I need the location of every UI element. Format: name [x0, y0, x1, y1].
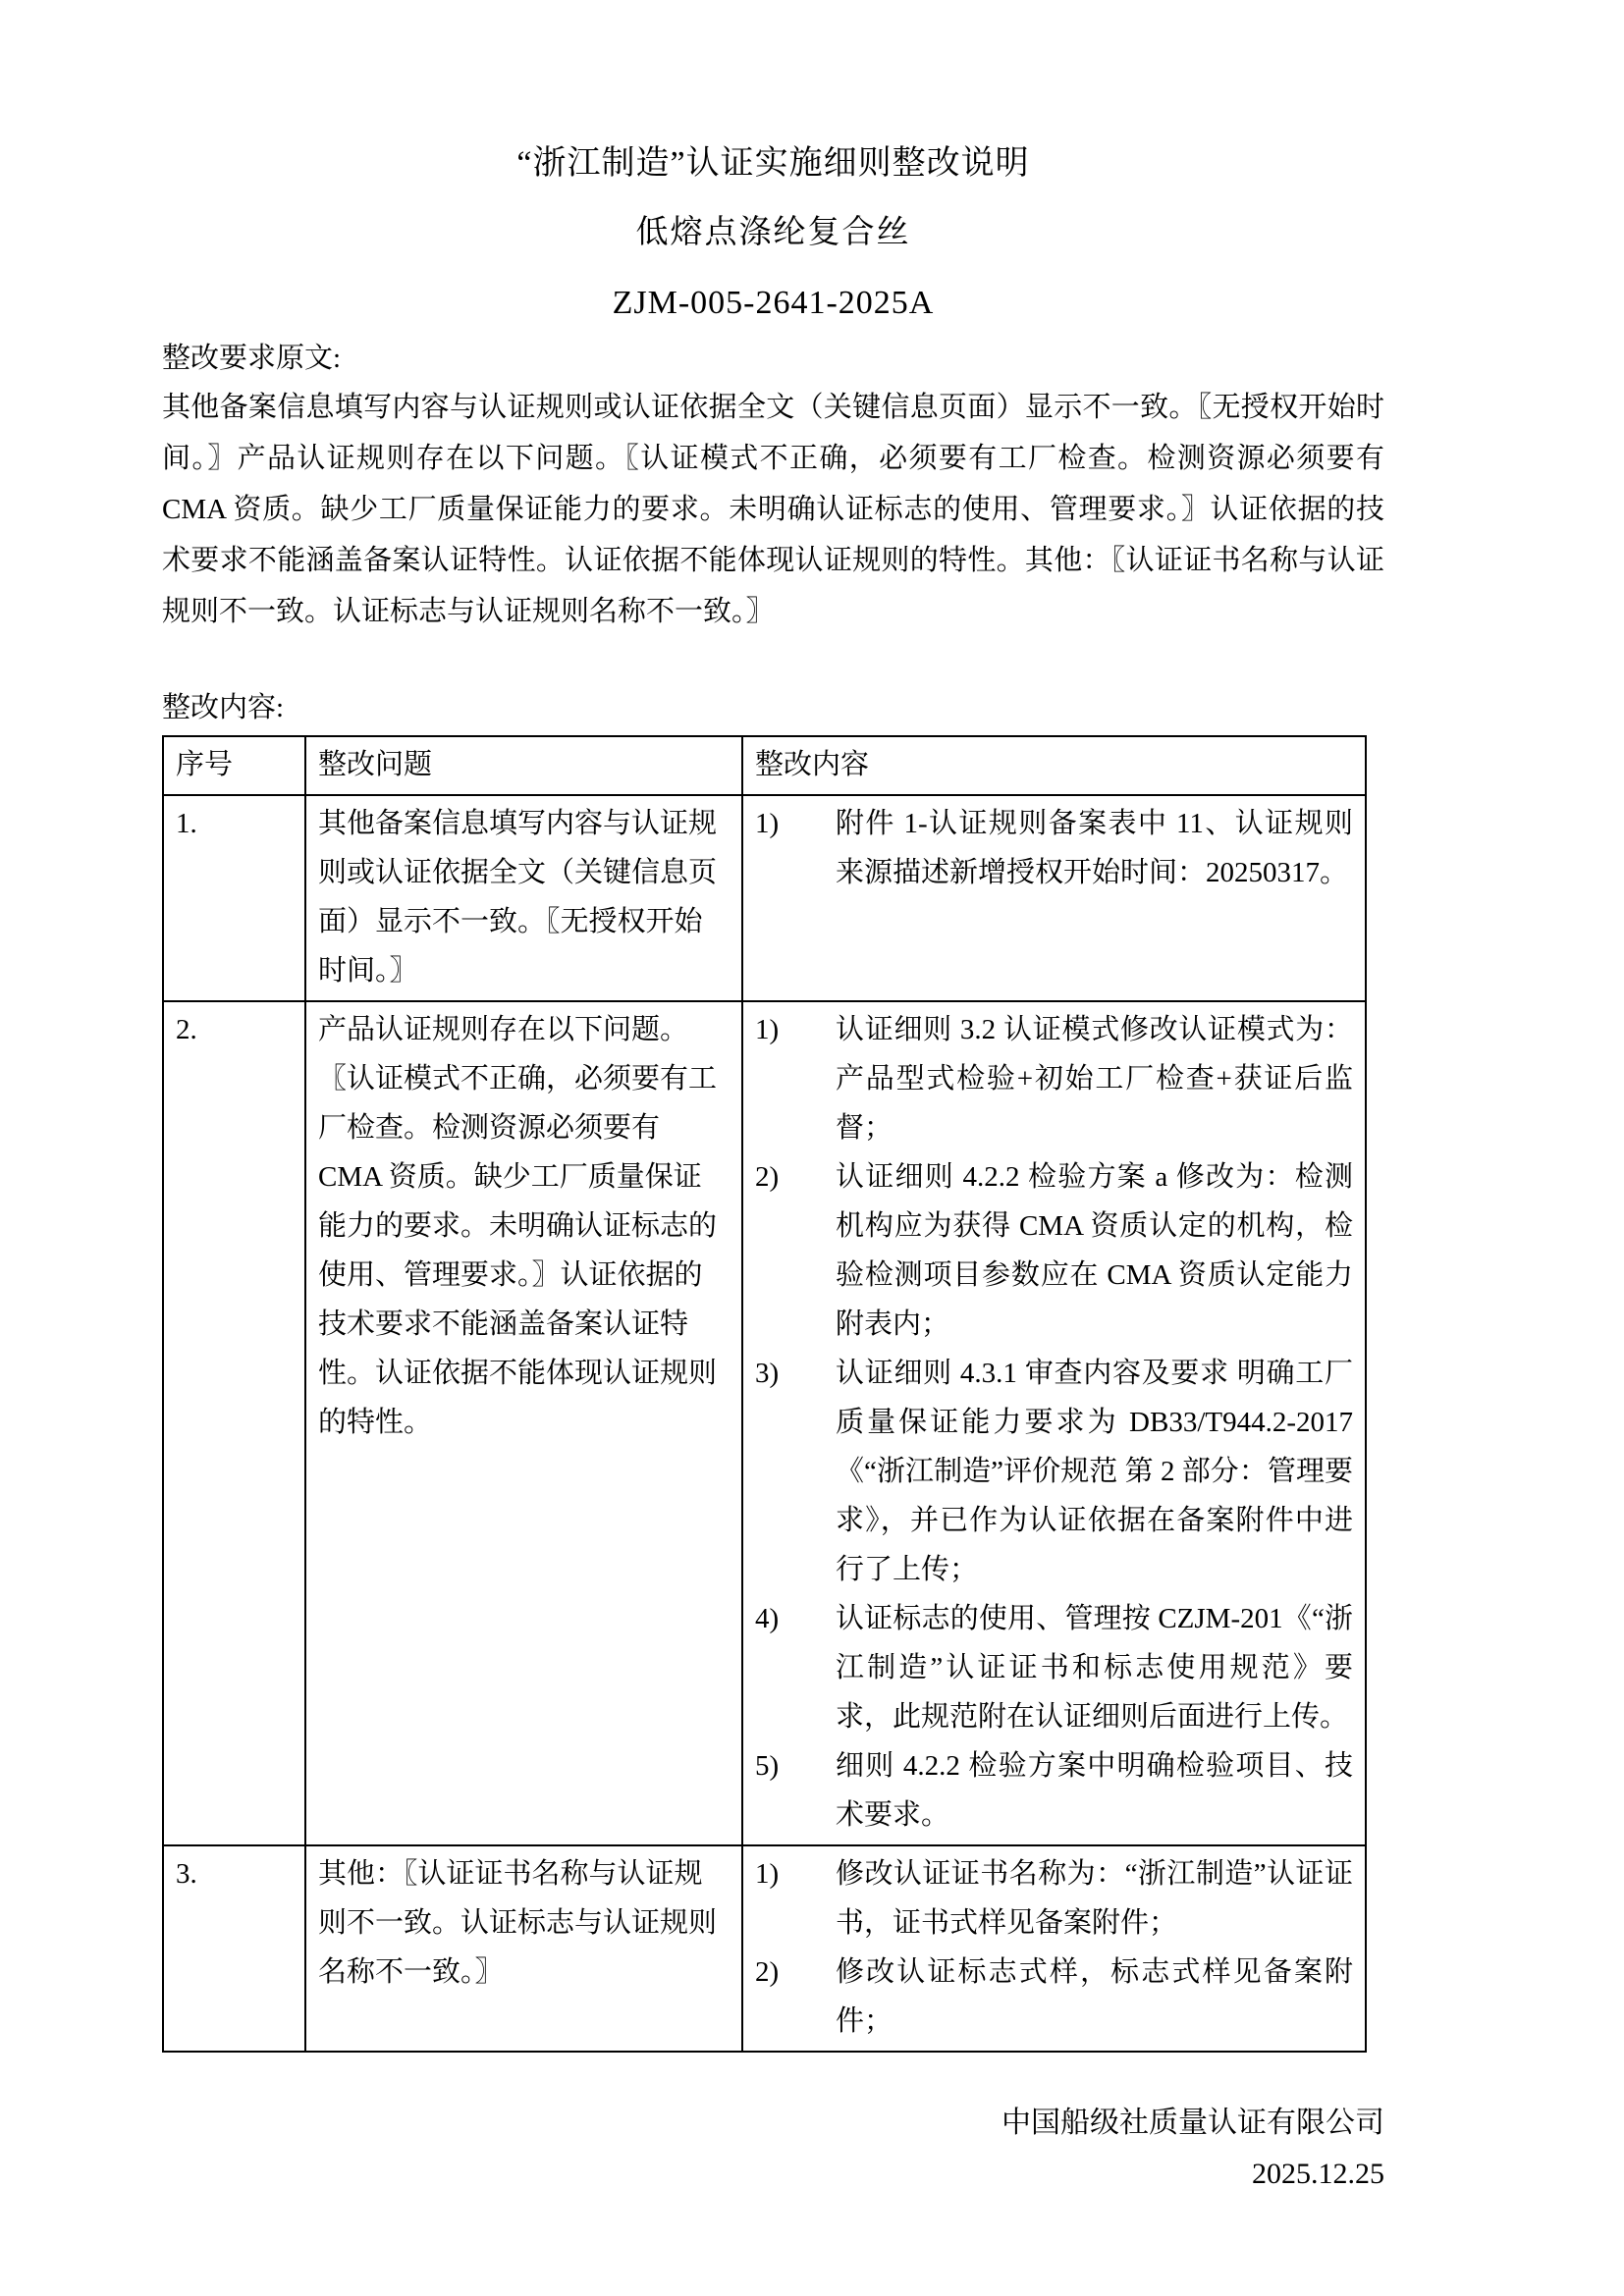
- content-item: [755, 1948, 1353, 2046]
- rectification-table: [162, 735, 1367, 2053]
- content-item: [755, 1849, 1353, 1948]
- rectification-label: 整改内容:: [162, 692, 285, 724]
- row-number: 2.: [163, 1001, 305, 1845]
- content-item: [755, 1741, 1353, 1840]
- document-footer: [162, 2098, 1384, 2200]
- document-header: [162, 145, 1384, 321]
- row-content: [742, 795, 1366, 1001]
- row-number: 3.: [163, 1845, 305, 2052]
- table-header-row: [163, 736, 1366, 795]
- row-number: 1.: [163, 795, 305, 1001]
- document-date: 2025.12.25: [1252, 2158, 1384, 2191]
- content-item: [755, 1005, 1353, 1152]
- item-number: 1): [755, 808, 780, 840]
- item-number: 2): [755, 1161, 780, 1194]
- item-text: 认证细则 4.3.1 审查内容及要求 明确工厂质量保证能力要求为 DB33/T944.2-2017《“浙江制造”评价规范 第 2 部分：管理要求》，并已作为认证依据在备案附件中进行了上传；: [836, 1358, 1353, 1586]
- item-number: 3): [755, 1358, 780, 1390]
- item-number: 5): [755, 1750, 780, 1783]
- content-item: [755, 1594, 1353, 1741]
- row-problem: 其他备案信息填写内容与认证规则或认证依据全文（关键信息页面）显示不一致。〖无授权开始时间。〗: [305, 795, 742, 1001]
- original-request-label: 整改要求原文:: [162, 343, 342, 375]
- content-item: [755, 1152, 1353, 1349]
- table-row: [163, 1001, 1366, 1845]
- item-text: 附件 1-认证规则备案表中 11、认证规则来源描述新增授权开始时间：20250317。: [836, 808, 1353, 889]
- row-content: [742, 1001, 1366, 1845]
- item-text: 认证标志的使用、管理按 CZJM-201《“浙江制造”认证证书和标志使用规范》要求，此规范附在认证细则后面进行上传。: [836, 1603, 1353, 1734]
- row-problem: 其他：〖认证证书名称与认证规则不一致。认证标志与认证规则名称不一致。〗: [305, 1845, 742, 2052]
- item-number: 1): [755, 1014, 780, 1046]
- document-code: ZJM-005-2641-2025A: [612, 284, 935, 321]
- item-number: 4): [755, 1603, 780, 1635]
- content-item: [755, 1349, 1353, 1594]
- column-header-content: 整改内容: [742, 736, 1366, 795]
- item-number: 1): [755, 1858, 780, 1891]
- row-problem: 产品认证规则存在以下问题。〖认证模式不正确，必须要有工厂检查。检测资源必须要有 CMA 资质。缺少工厂质量保证能力的要求。未明确认证标志的使用、管理要求。〗认证依据的技术要求不能涵盖备案认证特性。认证依据不能体现认证规则的特性。: [305, 1001, 742, 1845]
- table-row: [163, 795, 1366, 1001]
- item-text: 修改认证证书名称为：“浙江制造”认证证书，证书式样见备案附件；: [836, 1858, 1353, 1940]
- item-number: 2): [755, 1956, 780, 1989]
- item-text: 认证细则 4.2.2 检验方案 a 修改为：检测机构应为获得 CMA 资质认定的机构，检验检测项目参数应在 CMA 资质认定能力附表内；: [836, 1161, 1353, 1341]
- document-subtitle: 低熔点涤纶复合丝: [635, 215, 911, 251]
- original-request-text: 其他备案信息填写内容与认证规则或认证依据全文（关键信息页面）显示不一致。〖无授权开始时间。〗产品认证规则存在以下问题。〖认证模式不正确，必须要有工厂检查。检测资源必须要有 CMA 资质。缺少工厂质量保证能力的要求。未明确认证标志的使用、管理要求。〗认证依据的技术要求不能涵盖备案认证特性。认证依据不能体现认证规则的特性。其他：〖认证证书名称与认证规则不一致。认证标志与认证规则名称不一致。〗: [162, 392, 1384, 628]
- item-text: 修改认证标志式样，标志式样见备案附件；: [836, 1956, 1353, 2038]
- row-content: [742, 1845, 1366, 2052]
- company-name: 中国船级社质量认证有限公司: [1001, 2107, 1384, 2140]
- content-item: [755, 799, 1353, 897]
- document-title: “浙江制造”认证实施细则整改说明: [516, 145, 1030, 182]
- table-row: [163, 1845, 1366, 2052]
- item-text: 细则 4.2.2 检验方案中明确检验项目、技术要求。: [836, 1750, 1353, 1832]
- item-text: 认证细则 3.2 认证模式修改认证模式为：产品型式检验+初始工厂检查+获证后监督；: [836, 1014, 1353, 1145]
- column-header-no: 序号: [163, 736, 305, 795]
- column-header-problem: 整改问题: [305, 736, 742, 795]
